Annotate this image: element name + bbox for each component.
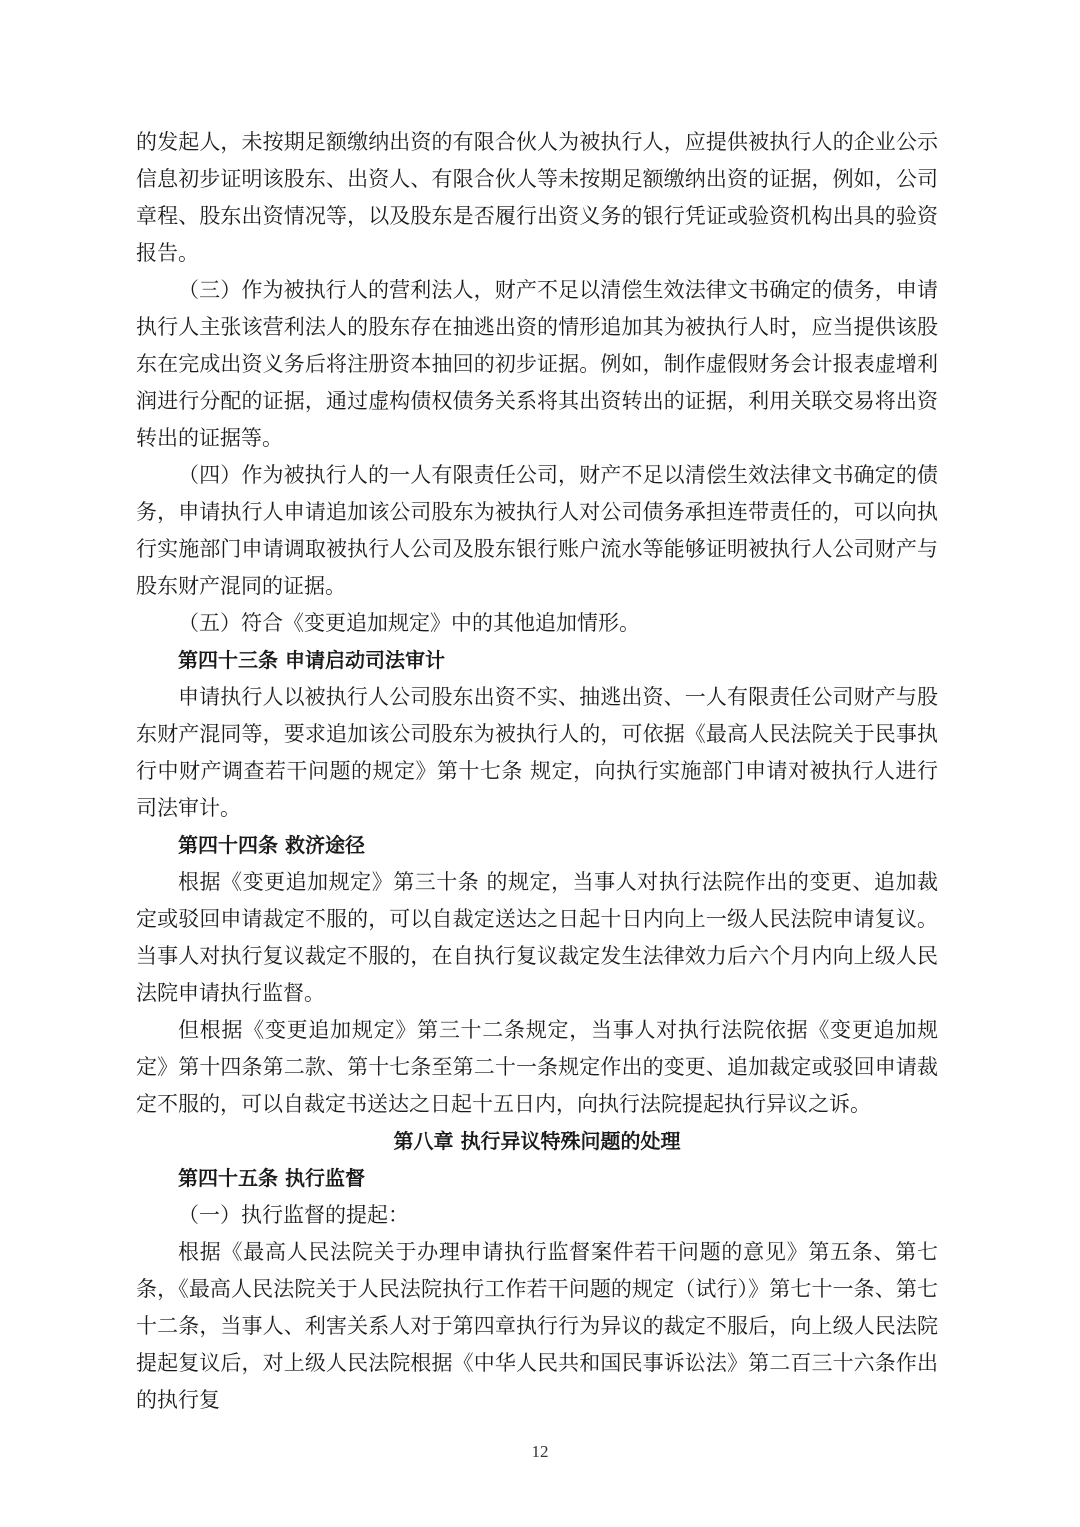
- page-number: 12: [531, 1442, 549, 1461]
- article-44-heading: 第四十四条 救济途径: [178, 833, 365, 857]
- paragraph-item-3: （三）作为被执行人的营利法人，财产不足以清偿生效法律文书确定的债务，申请执行人主张该营利法人的股东存在抽逃出资的情形追加其为被执行人时，应当提供该股东在完成出资义务后将注册资本抽回的初步证据。例如，制作虚假财务会计报表虚增利润进行分配的证据，通过虚构债权债务关系将其出资转出的证据，利用关联交易将出资转出的证据等。: [136, 278, 938, 450]
- paragraph-item-4: （四）作为被执行人的一人有限责任公司，财产不足以清偿生效法律文书确定的债务，申请执行人申请追加该公司股东为被执行人对公司债务承担连带责任的，可以向执行实施部门申请调取被执行人公司及股东银行账户流水等能够证明被执行人公司财产与股东财产混同的证据。: [136, 463, 938, 598]
- paragraph-item-5: （五）符合《变更追加规定》中的其他追加情形。: [178, 611, 640, 635]
- document-page: [136, 124, 938, 1419]
- article-44-body-2: 但根据《变更追加规定》第三十二条规定，当事人对执行法院依据《变更追加规定》第十四条第二款、第十七条至第二十一条规定作出的变更、追加裁定或驳回申请裁定不服的，可以自裁定书送达之日起十五日内，向执行法院提起执行异议之诉。: [136, 1018, 938, 1116]
- article-45-body: 根据《最高人民法院关于办理申请执行监督案件若干问题的意见》第五条、第七条，《最高人民法院关于人民法院执行工作若干问题的规定（试行）》第七十一条、第七十二条，当事人、利害关系人对于第四章执行行为异议的裁定不服后，向上级人民法院提起复议后，对上级人民法院根据《中华人民共和国民事诉讼法》第二百三十六条作出的执行复: [136, 1240, 938, 1412]
- article-45-heading: 第四十五条 执行监督: [178, 1166, 365, 1190]
- article-45-subheading: （一）执行监督的提起：: [178, 1203, 409, 1227]
- chapter-8-title: 第八章 执行异议特殊问题的处理: [393, 1129, 681, 1153]
- article-43-heading: 第四十三条 申请启动司法审计: [178, 648, 445, 672]
- article-43-body: 申请执行人以被执行人公司股东出资不实、抽逃出资、一人有限责任公司财产与股东财产混同等，要求追加该公司股东为被执行人的，可依据《最高人民法院关于民事执行中财产调查若干问题的规定》第十七条 规定，向执行实施部门申请对被执行人进行司法审计。: [136, 685, 938, 820]
- article-44-body-1: 根据《变更追加规定》第三十条 的规定，当事人对执行法院作出的变更、追加裁定或驳回申请裁定不服的，可以自裁定送达之日起十日内向上一级人民法院申请复议。当事人对执行复议裁定不服的，在自执行复议裁定发生法律效力后六个月内向上级人民法院申请执行监督。: [136, 870, 938, 1005]
- paragraph-continued: 的发起人，未按期足额缴纳出资的有限合伙人为被执行人，应提供被执行人的企业公示信息初步证明该股东、出资人、有限合伙人等未按期足额缴纳出资的证据，例如，公司章程、股东出资情况等，以及股东是否履行出资义务的银行凭证或验资机构出具的验资报告。: [136, 130, 938, 265]
